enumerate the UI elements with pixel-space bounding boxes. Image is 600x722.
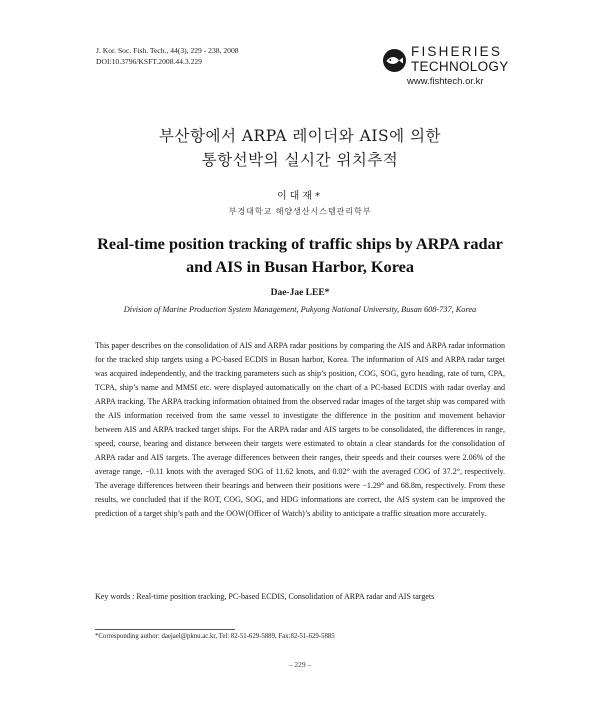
english-title-line1: Real-time position tracking of traffic ships by ARPA radar [97, 234, 503, 253]
logo-word-fisheries: FISHERIES [411, 44, 503, 59]
keywords-line: Key words : Real-time position tracking, PC-based ECDIS, Consolidation of ARPA radar and AIS targets [95, 592, 435, 601]
journal-logo [376, 41, 516, 91]
english-title-line2: and AIS in Busan Harbor, Korea [185, 257, 414, 276]
korean-author: 이대재* [277, 191, 323, 202]
footnote-divider [95, 629, 235, 630]
abstract-body: This paper describes on the consolidation of AIS and ARPA radar positions by comparing the AIS and ARPA radar information for the tracked ship targets using a PC-based ECDIS in Busan harbor, Korea. The information of AIS and ARPA radar target was acquired independently, and the tracking parameters such as ship’s position, COG, SOG, gyro heading, rate of turn, CPA, TCPA, ship’s name and MMSI etc. were displayed automatically on the chart of a PC-based ECDIS with radar overlay and ARPA tracking. The ARPA tracking information obtained from the observed radar images of the target ship was compared with the AIS information received from the same vessel to investigate the difference in the position and movement behavior between AIS and ARPA tracked target ships. For the ARPA radar and AIS targets to be consolidated, the differences in range, speed, course, bearing and distance between their targets were estimated to obtain a clear standards for the consolidation of ARPA radar and AIS targets. The average differences between their ranges, their speeds and their courses were 2.06% of the average range, −0.11 knots with the averaged SOG of 11.62 knots, and 0.02° with the averaged COG of 37.2°, respectively. The average differences between their bearings and between their positions were −1.29° and 68.8m, respectively. From these results, we concluded that if the ROT, COG, SOG, and HDG informations are correct, the AIS system can be improved the prediction of a target ship’s path and the OOW(Officer of Watch)’s ability to anticipate a traffic situation more accurately. [95, 341, 505, 518]
korean-title-line1: 부산항에서 ARPA 레이더와 AIS에 의한 [159, 127, 441, 145]
korean-affiliation: 부경대학교 해양생산시스템관리학부 [228, 206, 372, 216]
logo-url: www.fishtech.or.kr [407, 76, 484, 87]
logo-word-technology: TECHNOLOGY [411, 59, 509, 74]
english-affiliation: Division of Marine Production System Management, Pukyong National University, Busan 608-737, Korea [123, 305, 477, 314]
journal-citation-block [96, 46, 239, 67]
english-author: Dae-Jae LEE* [270, 288, 330, 298]
corresponding-author-footnote: *Corresponding author: daejael@pknu.ac.kr, Tel: 82-51-629-5889, Fax:82-51-629-5885 [95, 633, 335, 640]
journal-doi: DOI:10.3796/KSFT.2008.44.3.229 [96, 56, 202, 66]
journal-citation: J. Kor. Soc. Fish. Tech., 44(3), 229 - 238, 2008 [96, 46, 239, 55]
korean-title-line2: 통항선박의 실시간 위치추적 [201, 151, 399, 169]
fish-emblem-icon [382, 48, 407, 73]
page-number: – 229 – [288, 660, 312, 669]
